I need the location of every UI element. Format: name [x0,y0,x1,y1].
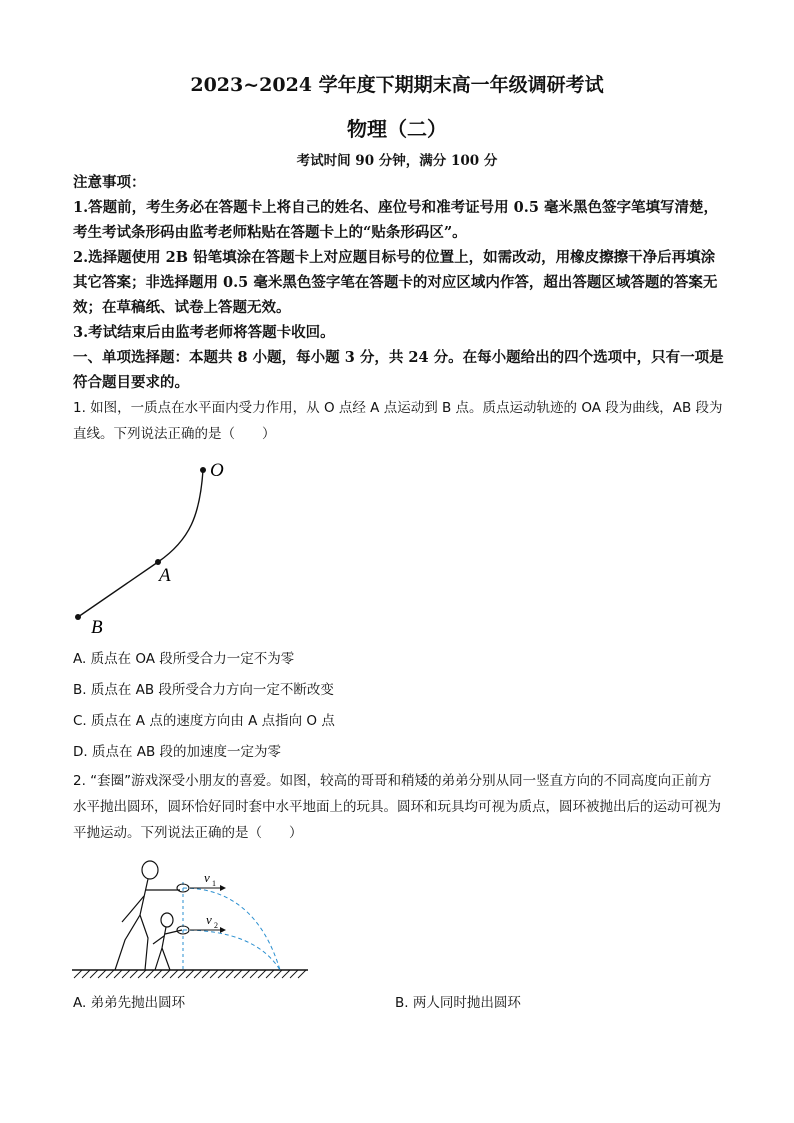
exam-title: 2023~2024 学年度下期期末高一年级调研考试 [190,74,604,96]
question-1-figure [60,455,260,640]
label-v1: v [204,870,210,885]
younger-brother-figure [153,913,182,970]
trajectory-line-ab [78,562,158,617]
velocity-arrow-1-head [220,885,226,891]
exam-time-info: 考试时间 90 分钟，满分 100 分 [296,153,498,169]
q2-option-b: B. 两人同时抛出圆环 [395,995,521,1011]
point-b [75,614,81,620]
velocity-arrow-2-head [220,927,226,933]
older-brother-figure [115,861,180,970]
notes-block [73,170,725,395]
question-2-text: 2. “套圈”游戏深受小朋友的喜爱。如图，较高的哥哥和稍矮的弟弟分别从同一竖直方向的不同高度向正前方水平抛出圆环，圆环恰好同时套中水平地面上的玩具。圆环和玩具均可视为质点，圆环被抛出后的运动可视为平抛运动。下列说法正确的是（ ） [73,773,721,841]
question-2-figure [70,860,315,985]
label-v2-subscript: 2 [214,921,218,930]
notes-item-3: 3.考试结束后由监考老师将答题卡收回。 [73,324,335,341]
notes-item-1: 1.答题前，考生务必在答题卡上将自己的姓名、座位号和准考证号用 0.5 毫米黑色签字笔填写清楚，考生考试条形码由监考老师粘贴在答题卡上的“贴条形码区”。 [73,199,718,241]
q2-option-a: A. 弟弟先抛出圆环 [73,995,186,1011]
notes-item-2: 2.选择题使用 2B 铅笔填涂在答题卡上对应题目标号的位置上，如需改动，用橡皮擦擦干净后再填涂其它答案；非选择题用 0.5 毫米黑色签字笔在答题卡的对应区域内作答，超出答题区域答题的答案无效；在草稿纸、试卷上答题无效。 [73,249,718,316]
ground-hatch [74,970,306,978]
question-1-stem [73,395,725,447]
exam-subtitle: 物理（二） [347,117,447,141]
label-b: B [91,617,103,638]
q1-option-c: C. 质点在 A 点的速度方向由 A 点指向 O 点 [73,713,335,729]
section-heading: 一、单项选择题：本题共 8 小题，每小题 3 分，共 24 分。在每小题给出的四个选项中，只有一项是符合题目要求的。 [73,349,724,391]
label-o: O [210,460,224,481]
label-a: A [159,565,171,586]
question-2-stem [73,768,725,846]
label-v2: v [206,912,212,927]
q1-option-b: B. 质点在 AB 段所受合力方向一定不断改变 [73,682,334,698]
label-v1-subscript: 1 [212,879,216,888]
q1-option-a: A. 质点在 OA 段所受合力一定不为零 [73,651,295,667]
question-1-text: 1. 如图，一质点在水平面内受力作用，从 O 点经 A 点运动到 B 点。质点运动轨迹的 OA 段为曲线，AB 段为直线。下列说法正确的是（ ） [73,400,723,442]
trajectory-1 [183,888,280,970]
q1-option-d: D. 质点在 AB 段的加速度一定为零 [73,744,282,760]
point-o [200,467,206,473]
notes-heading: 注意事项： [73,174,146,191]
trajectory-curve-oa [158,470,203,562]
